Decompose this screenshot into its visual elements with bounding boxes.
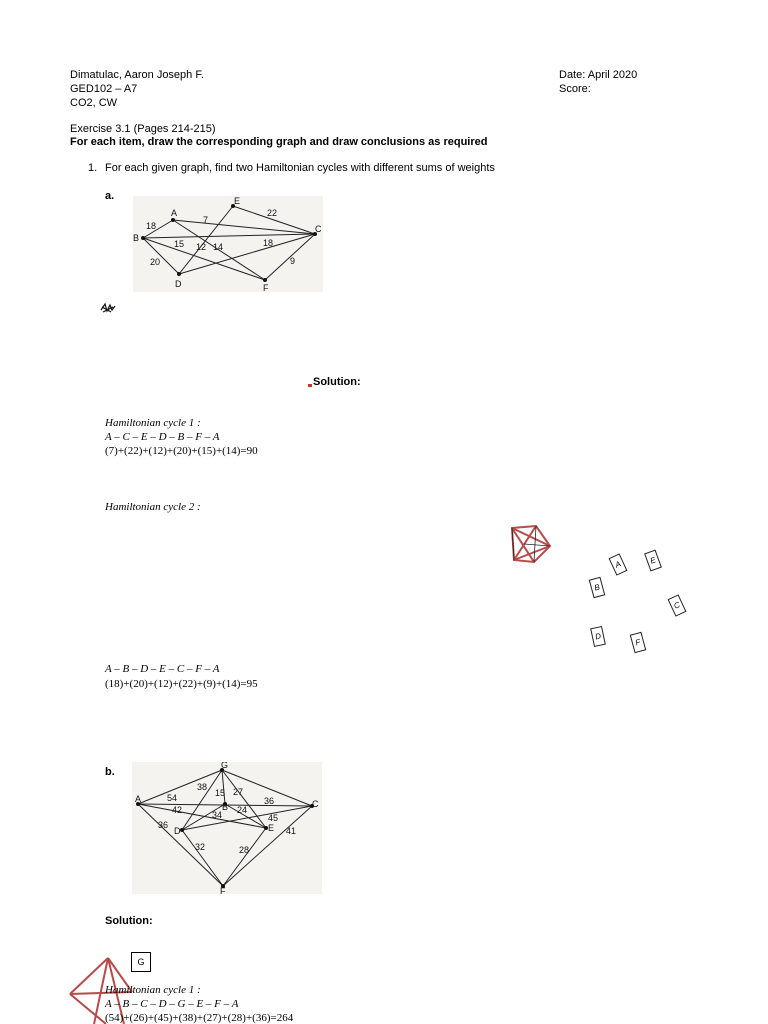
graph-a-vertex: A (171, 208, 178, 218)
graph-b-vertex: D (174, 826, 181, 836)
part-a-label: a. (105, 190, 115, 202)
item-text: For each given graph, find two Hamiltonian cycles with different sums of weights (105, 162, 495, 174)
graph-a-svg (133, 196, 323, 292)
graph-a-weight: 18 (146, 221, 157, 231)
graph-a-vertex: E (234, 196, 241, 206)
b-cycle1-path: A – B – C – D – G – E – F – A (105, 998, 239, 1010)
cycle1-sum: (7)+(22)+(12)+(20)+(15)+(14)=90 (105, 445, 258, 457)
graph-b-weight: 36 (264, 796, 275, 806)
vertex-slip: F (630, 632, 647, 653)
graph-a-weight: 18 (263, 238, 274, 248)
graph-b-weight: 15 (215, 788, 226, 798)
vertex-slip: A (609, 553, 628, 575)
graph-a-weight: 7 (203, 215, 209, 225)
graph-a-vertex: C (315, 224, 322, 234)
vertex-box-g: G (131, 952, 151, 972)
cycle1-path: A – C – E – D – B – F – A (105, 431, 220, 443)
graph-a-weight: 14 (213, 242, 224, 252)
graph-b-weight: 34 (212, 810, 223, 820)
scribble-icon (100, 302, 116, 314)
graph-a-weight: 20 (150, 257, 161, 267)
vertex-slip: E (644, 550, 662, 572)
graph-a-weight: 9 (290, 256, 296, 266)
graph-a-weight: 12 (196, 242, 207, 252)
cycle1-label: Hamiltonian cycle 1 : (105, 417, 201, 429)
graph-b-weight: 54 (167, 793, 178, 803)
graph-b-weight: 42 (172, 805, 183, 815)
graph-b-weight: 24 (237, 805, 248, 815)
graph-b-image (132, 762, 322, 894)
exercise-instruction: For each item, draw the corresponding graph and draw conclusions as required (70, 136, 488, 148)
graph-b-vertex: G (221, 762, 229, 770)
graph-b-weight: 41 (286, 826, 297, 836)
b-cycle1-label: Hamiltonian cycle 1 : (105, 984, 201, 996)
graph-b-weight: 45 (268, 813, 279, 823)
graph-b-svg (132, 762, 322, 894)
graph-b-vertex: A (135, 794, 142, 804)
date-field: Date: April 2020 (559, 69, 638, 81)
graph-b-weight: 27 (233, 787, 244, 797)
graph-a-vertex: D (175, 279, 182, 289)
course-code: GED102 – A7 (70, 83, 138, 95)
item-number: 1. (88, 162, 98, 174)
graph-a-vertex: B (133, 233, 140, 243)
graph-b-vertex: F (220, 886, 226, 894)
solution-a-label: Solution: (313, 376, 361, 388)
graph-b-weight: 32 (195, 842, 206, 852)
b-cycle1-sum: (54)+(26)+(45)+(38)+(27)+(28)+(36)=264 (105, 1012, 294, 1024)
cycle2-path: A – B – D – E – C – F – A (105, 663, 220, 675)
graph-b-vertex: C (312, 799, 319, 809)
vertex-slip: B (589, 577, 606, 598)
red-sketch-graph (506, 518, 554, 566)
score-field: Score: (559, 83, 591, 95)
solution-b-label: Solution: (105, 915, 153, 927)
cycle2-label: Hamiltonian cycle 2 : (105, 501, 201, 513)
graph-a-vertex: F (263, 283, 269, 292)
vertex-slip: D (590, 626, 606, 647)
graph-b-weight: 38 (197, 782, 208, 792)
graph-b-weight: 28 (239, 845, 250, 855)
vertex-slip: C (668, 594, 687, 616)
section-code: CO2, CW (70, 97, 118, 109)
graph-a-weight: 15 (174, 239, 185, 249)
graph-a-image (133, 196, 323, 292)
exercise-title: Exercise 3.1 (Pages 214-215) (70, 123, 216, 135)
graph-b-weight: 36 (158, 820, 169, 830)
graph-b-vertex: E (268, 823, 275, 833)
part-b-label: b. (105, 766, 115, 778)
graph-a-weight: 22 (267, 208, 278, 218)
student-name: Dimatulac, Aaron Joseph F. (70, 69, 204, 81)
cycle2-sum: (18)+(20)+(12)+(22)+(9)+(14)=95 (105, 678, 258, 690)
graph-b-vertex: B (222, 802, 229, 812)
